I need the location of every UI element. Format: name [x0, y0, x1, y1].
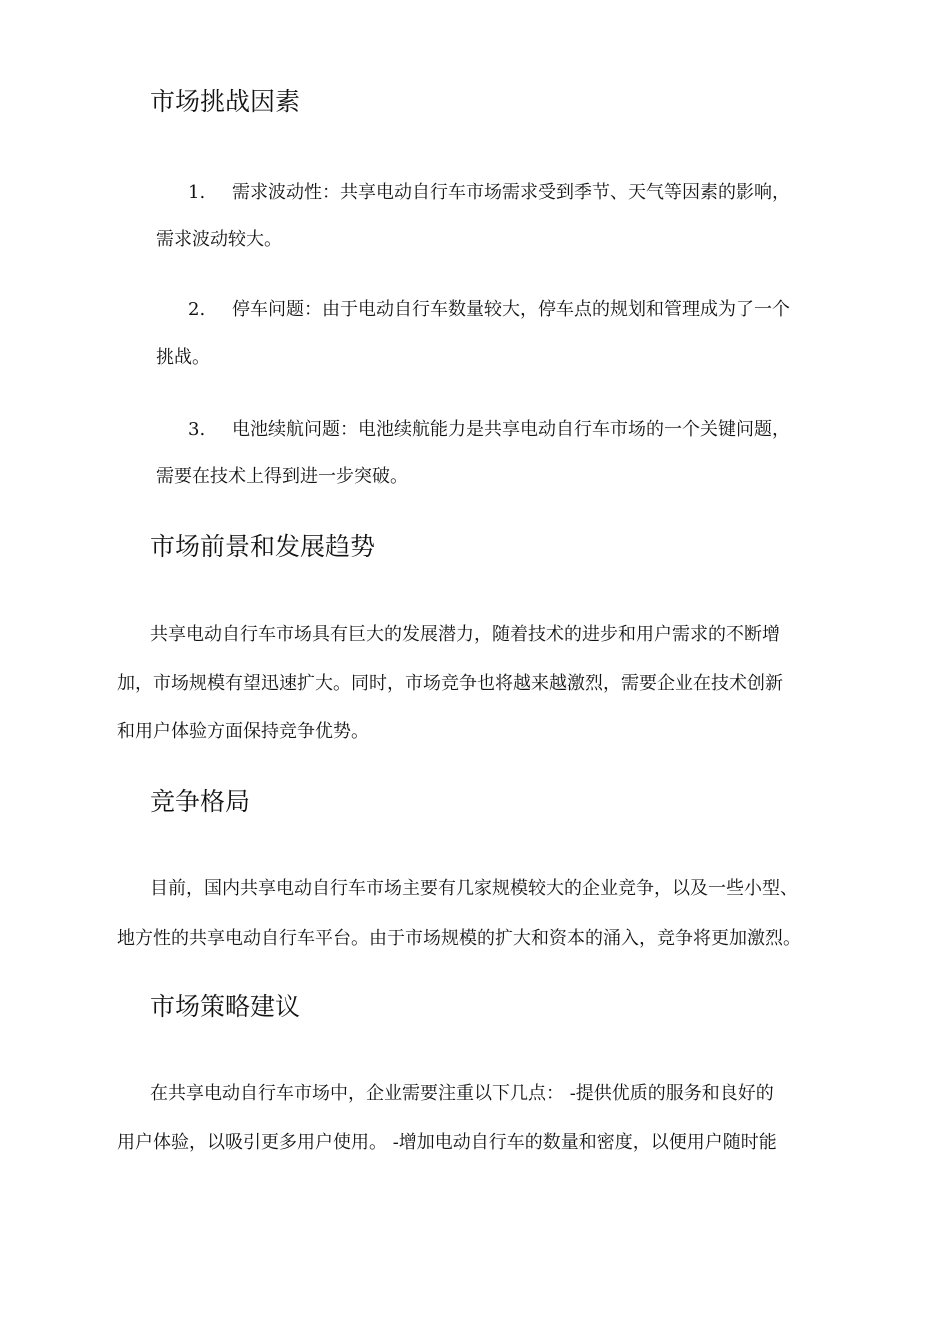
list-item-text-line: 电池续航问题：电池续航能力是共享电动自行车市场的一个关键问题， [232, 419, 790, 440]
list-item-number: 1. [188, 182, 206, 203]
paragraph-line: 地方性的共享电动自行车平台。由于市场规模的扩大和资本的涌入，竞争将更加激烈。 [117, 928, 801, 949]
paragraph-line: 加，市场规模有望迅速扩大。同时，市场竞争也将越来越激烈，需要企业在技术创新 [117, 673, 783, 694]
list-item-number: 2. [188, 299, 206, 320]
heading-market-challenges: 市场挑战因素 [150, 87, 301, 116]
list-item-text-line: 停车问题：由于电动自行车数量较大，停车点的规划和管理成为了一个 [232, 299, 790, 320]
list-item-text-line: 需求波动较大。 [156, 229, 282, 250]
heading-competition: 竞争格局 [150, 787, 251, 816]
list-item-text-line: 需求波动性：共享电动自行车市场需求受到季节、天气等因素的影响， [232, 182, 790, 203]
heading-strategy: 市场策略建议 [150, 992, 301, 1021]
paragraph-line: 和用户体验方面保持竞争优势。 [117, 721, 369, 742]
paragraph-line: 用户体验，以吸引更多用户使用。 -增加电动自行车的数量和密度，以便用户随时能 [117, 1132, 777, 1153]
list-item-text-line: 挑战。 [156, 347, 210, 368]
paragraph-line: 目前，国内共享电动自行车市场主要有几家规模较大的企业竞争，以及一些小型、 [150, 878, 798, 899]
paragraph-line: 共享电动自行车市场具有巨大的发展潜力，随着技术的进步和用户需求的不断增 [150, 624, 780, 645]
list-item-number: 3. [188, 419, 206, 440]
heading-market-outlook: 市场前景和发展趋势 [150, 532, 376, 561]
paragraph-line: 在共享电动自行车市场中，企业需要注重以下几点： -提供优质的服务和良好的 [150, 1083, 774, 1104]
list-item-text-line: 需要在技术上得到进一步突破。 [156, 466, 408, 487]
